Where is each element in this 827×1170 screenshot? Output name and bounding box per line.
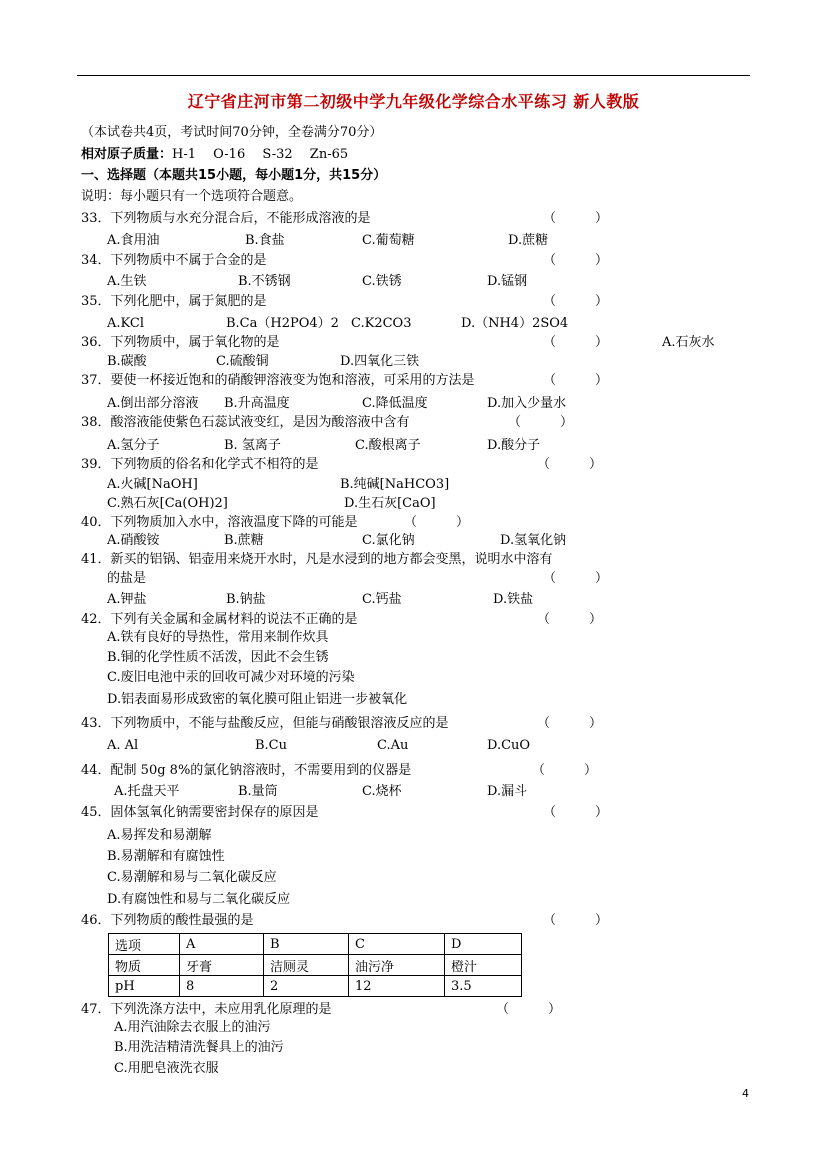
table-cell: B: [264, 934, 349, 955]
option-c: C.降低温度: [362, 396, 428, 411]
option-d: D.酸分子: [487, 438, 541, 453]
answer-blank: （ ）: [543, 253, 609, 268]
table-cell: C: [349, 934, 445, 955]
answer-blank: （ ）: [404, 515, 470, 530]
question-47-stem: 47．下列洗涤方法中，未应用乳化原理的是: [81, 1002, 332, 1017]
table-cell: 12: [349, 976, 445, 997]
section-title: 一、选择题（本题共15小题，每小题1分，共15分）: [81, 168, 387, 183]
option-a: A. Al: [107, 738, 139, 753]
option-a: A.铁有良好的导热性，常用来制作炊具: [107, 630, 329, 645]
table-cell: 选项: [109, 934, 180, 955]
page-number: 4: [742, 1087, 749, 1100]
exam-note: （本试卷共4页，考试时间70分钟，全卷满分70分）: [81, 125, 383, 140]
answer-blank: （ ）: [543, 571, 609, 586]
header-rule: [77, 75, 750, 76]
option-d: D.蔗糖: [508, 233, 549, 248]
question-46-stem: 46．下列物质的酸性最强的是: [81, 913, 254, 928]
question-45-stem: 45．固体氢氧化钠需要密封保存的原因是: [81, 805, 319, 820]
question-35-stem: 35．下列化肥中，属于氮肥的是: [81, 294, 267, 309]
question-37-stem: 37．要使一杯接近饱和的硝酸钾溶液变为饱和溶液，可采用的方法是: [81, 373, 475, 388]
option-c: C.Au: [377, 738, 409, 753]
option-d: D.CuO: [487, 738, 531, 753]
table-cell: 3.5: [445, 976, 522, 997]
option-a: A.KCl: [107, 316, 144, 331]
option-a: A.硝酸铵: [107, 533, 160, 548]
option-b: B.量筒: [238, 784, 278, 799]
option-b: B.钠盐: [226, 592, 266, 607]
question-44-stem: 44．配制 50g 8%的氯化钠溶液时，不需要用到的仪器是: [81, 763, 412, 778]
table-cell: 8: [180, 976, 264, 997]
option-d: D.（NH4）2SO4: [461, 316, 569, 331]
answer-blank: （ ）: [537, 716, 603, 731]
answer-blank: （ ）: [537, 457, 603, 472]
table-cell: 油污净: [349, 955, 445, 976]
option-b: B.Ca（H2PO4）2: [226, 316, 339, 331]
question-41-stem: 41．新买的铝锅、铝壶用来烧开水时，凡是水浸到的地方都会变黑，说明水中溶有: [81, 552, 553, 567]
question-34-stem: 34．下列物质中不属于合金的是: [81, 253, 267, 268]
option-d: D.四氧化三铁: [340, 354, 420, 369]
answer-blank: （ ）: [543, 294, 609, 309]
answer-blank: （ ）: [543, 373, 609, 388]
option-a: A.生铁: [107, 274, 147, 289]
option-a: A.钾盐: [107, 592, 147, 607]
option-b: B.碳酸: [107, 354, 147, 369]
option-a: A.火碱[NaOH]: [107, 477, 198, 492]
option-a: A.石灰水: [662, 335, 715, 350]
option-a: A.倒出部分溶液: [107, 396, 199, 411]
option-d: D.加入少量水: [487, 396, 567, 411]
table-cell: 物质: [109, 955, 180, 976]
option-c: C.钙盐: [362, 592, 402, 607]
answer-blank: （ ）: [543, 335, 609, 350]
answer-blank: （ ）: [543, 805, 609, 820]
table-cell: pH: [109, 976, 180, 997]
question-41-stem-continued: 的盐是: [107, 571, 147, 586]
table-cell: 牙膏: [180, 955, 264, 976]
instruction: 说明：每小题只有一个选项符合题意。: [81, 189, 303, 204]
option-b: B.纯碱[NaHCO3]: [340, 477, 450, 492]
option-a: A.氢分子: [107, 438, 160, 453]
option-b: B.用洗洁精清洗餐具上的油污: [114, 1040, 284, 1055]
table-cell: 2: [264, 976, 349, 997]
option-b: B. 氢离子: [224, 438, 281, 453]
option-c: C.硫酸铜: [216, 354, 269, 369]
answer-blank: （ ）: [496, 1002, 562, 1017]
question-33-stem: 33．下列物质与水充分混合后，不能形成溶液的是: [81, 211, 371, 226]
option-d: D.生石灰[CaO]: [344, 496, 436, 511]
table-cell: D: [445, 934, 522, 955]
option-a: A.食用油: [107, 233, 160, 248]
atomic-mass-line: [81, 147, 348, 163]
option-c: C.葡萄糖: [362, 233, 415, 248]
table-cell: A: [180, 934, 264, 955]
option-d: D.锰钢: [487, 274, 528, 289]
option-a: A.用汽油除去衣服上的油污: [114, 1020, 271, 1035]
table-cell: 洁厕灵: [264, 955, 349, 976]
atomic-mass-label: 相对原子质量：: [81, 147, 173, 162]
document-title: 辽宁省庄河市第二初级中学九年级化学综合水平练习 新人教版: [187, 92, 640, 111]
option-c: C.K2CO3: [351, 316, 412, 331]
option-b: B.铜的化学性质不活泼，因此不会生锈: [107, 650, 329, 665]
question-39-stem: 39．下列物质的俗名和化学式不相符的是: [81, 457, 319, 472]
option-a: A.易挥发和易潮解: [107, 828, 212, 843]
answer-blank: （ ）: [537, 612, 603, 627]
option-d: D.有腐蚀性和易与二氧化碳反应: [107, 892, 291, 907]
option-d: D.漏斗: [487, 784, 528, 799]
option-d: D.氢氧化钠: [500, 533, 567, 548]
ph-table: [108, 933, 522, 997]
option-c: C.易潮解和易与二氧化碳反应: [107, 870, 277, 885]
option-c: C.氯化钠: [362, 533, 415, 548]
table-cell: 橙汁: [445, 955, 522, 976]
question-43-stem: 43．下列物质中，不能与盐酸反应，但能与硝酸银溶液反应的是: [81, 716, 449, 731]
option-c: C.用肥皂液洗衣服: [114, 1061, 219, 1076]
option-b: B.食盐: [245, 233, 285, 248]
table-row: [109, 976, 522, 997]
option-b: B.不锈钢: [238, 274, 291, 289]
option-c: C.废旧电池中汞的回收可减少对环境的污染: [107, 670, 355, 685]
question-42-stem: 42．下列有关金属和金属材料的说法不正确的是: [81, 612, 358, 627]
answer-blank: （ ）: [543, 211, 609, 226]
option-a: A.托盘天平: [114, 784, 180, 799]
option-c: C.铁锈: [362, 274, 402, 289]
question-36-stem: 36．下列物质中，属于氧化物的是: [81, 335, 280, 350]
answer-blank: （ ）: [508, 415, 574, 430]
table-row: [109, 934, 522, 955]
option-d: D.铁盐: [493, 592, 534, 607]
question-40-stem: 40．下列物质加入水中，溶液温度下降的可能是: [81, 515, 358, 530]
table-row: [109, 955, 522, 976]
option-b: B.蔗糖: [224, 533, 264, 548]
option-b: B.升高温度: [224, 396, 290, 411]
atomic-mass-values: H-1 O-16 S-32 Zn-65: [172, 147, 349, 162]
option-c: C.酸根离子: [355, 438, 421, 453]
answer-blank: （ ）: [543, 913, 609, 928]
answer-blank: （ ）: [532, 763, 598, 778]
option-d: D.铝表面易形成致密的氧化膜可阻止铝进一步被氧化: [107, 692, 408, 707]
option-c: C.烧杯: [362, 784, 402, 799]
question-38-stem: 38．酸溶液能使紫色石蕊试液变红，是因为酸溶液中含有: [81, 415, 410, 430]
option-b: B.易潮解和有腐蚀性: [107, 849, 225, 864]
option-c: C.熟石灰[Ca(OH)2]: [107, 496, 228, 511]
option-b: B.Cu: [255, 738, 288, 753]
